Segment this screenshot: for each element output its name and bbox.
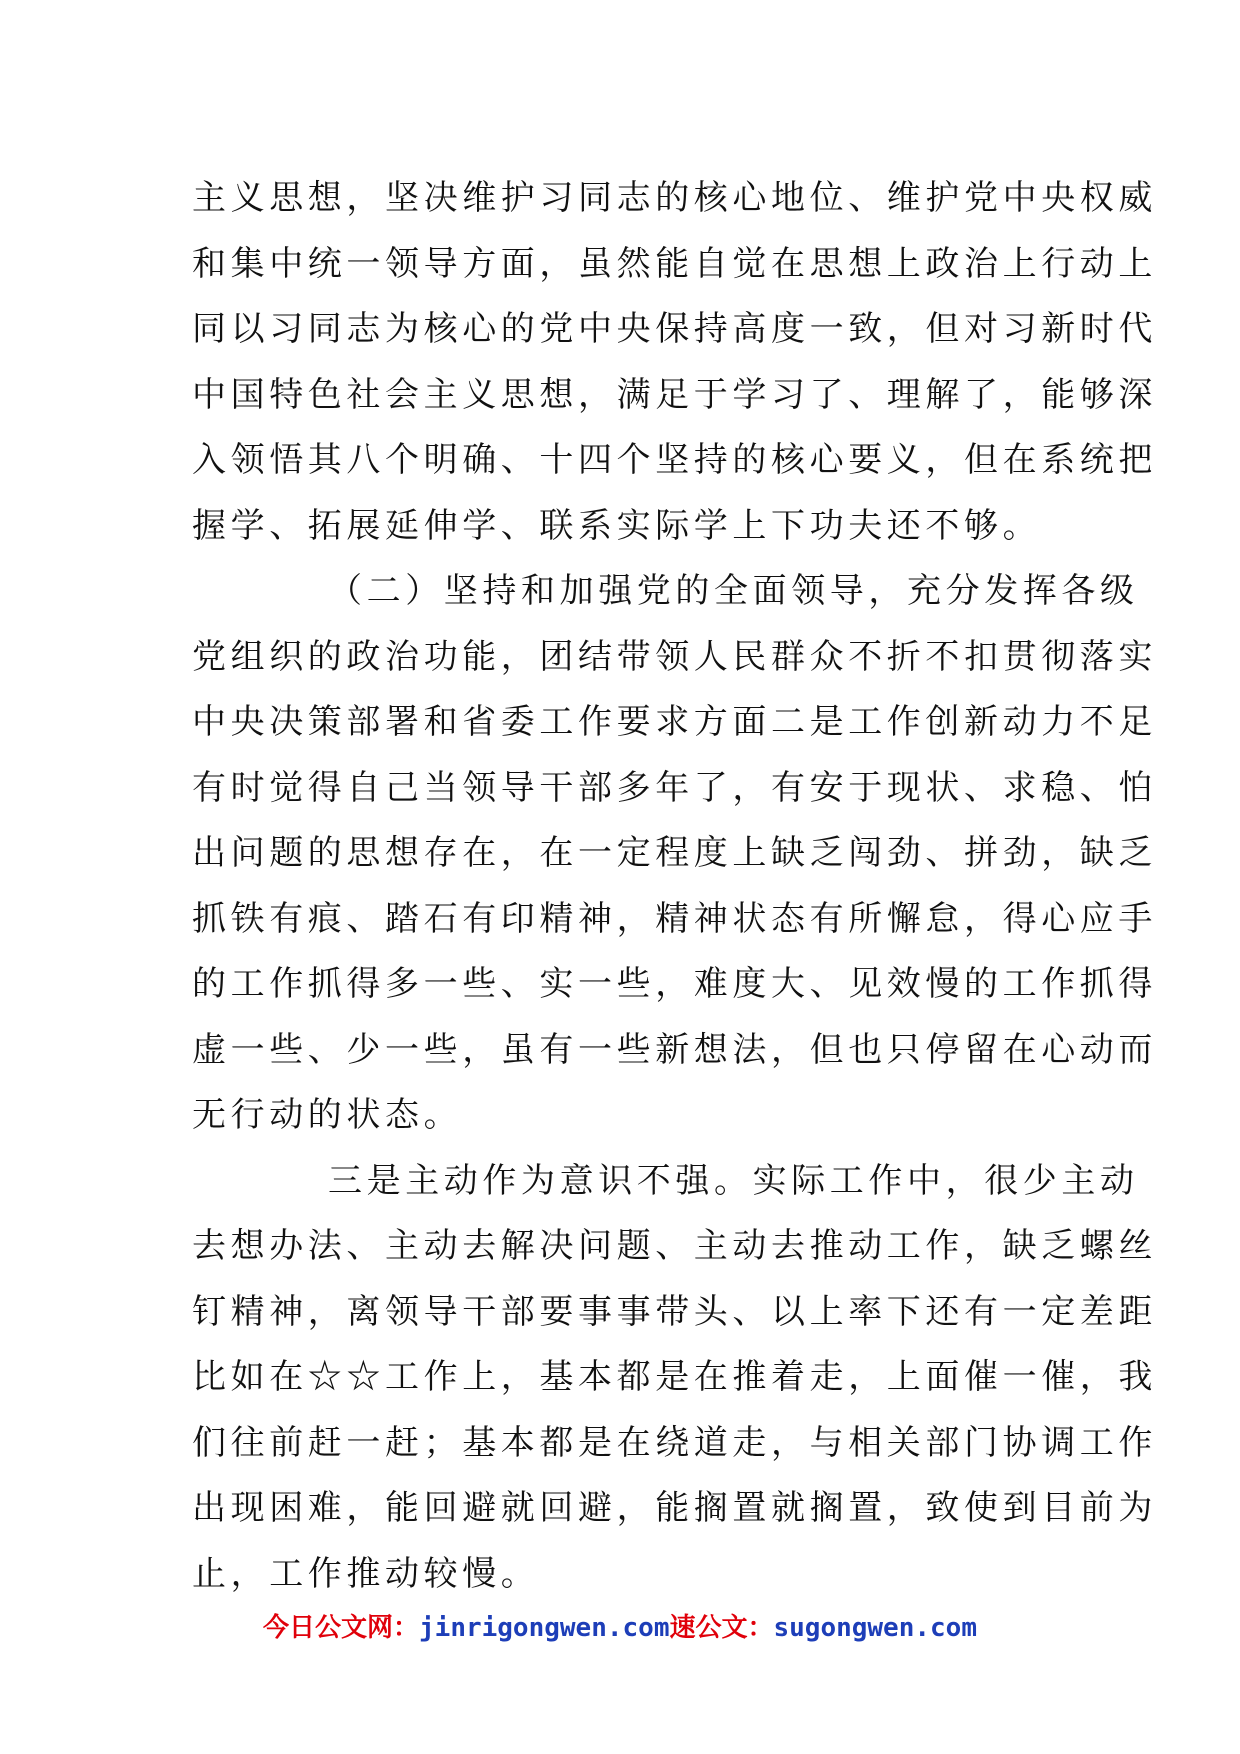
text-line-9: 中央决策部署和省委工作要求方面二是工作创新动力不足 [192, 702, 1157, 742]
text-line-21: 出现困难，能回避就回避，能搁置就搁置，致使到目前为 [192, 1488, 1157, 1528]
paragraph-3-start: 三是主动作为意识不强。实际工作中，很少主动 [328, 1160, 1139, 1201]
text-line-1: 主义思想，坚决维护习同志的核心地位、维护党中央权威 [192, 178, 1157, 218]
section-heading-2: （二）坚持和加强党的全面领导，充分发挥各级 [328, 571, 1139, 611]
footer-site2-link[interactable]: sugongwen.com [773, 1613, 977, 1643]
footer-site2-label: 速公文： [669, 1613, 774, 1643]
text-line-10: 有时觉得自己当领导干部多年了，有安于现状、求稳、怕 [192, 767, 1157, 808]
text-line-12: 抓铁有痕、踏石有印精神，精神状态有所懈怠，得心应手 [192, 898, 1157, 939]
text-line-15: 无行动的状态。 [192, 1095, 463, 1135]
text-line-19: 比如在☆☆工作上，基本都是在推着走，上面催一催，我 [192, 1357, 1157, 1397]
text-line-14: 虚一些、少一些，虽有一些新想法，但也只停留在心动而 [192, 1029, 1157, 1070]
text-line-5: 入领悟其八个明确、十四个坚持的核心要义，但在系统把 [192, 440, 1157, 480]
text-line-13: 的工作抓得多一些、实一些，难度大、见效慢的工作抓得 [192, 964, 1157, 1004]
footer-site1-link[interactable]: jinrigongwen.com [419, 1613, 670, 1643]
text-line-3: 同以习同志为核心的党中央保持高度一致，但对习新时代 [192, 309, 1157, 349]
text-line-4: 中国特色社会主义思想，满足于学习了、理解了，能够深 [192, 374, 1157, 415]
text-line-2: 和集中统一领导方面，虽然能自觉在思想上政治上行动上 [192, 243, 1157, 284]
footer-site1-label: 今日公文网： [263, 1613, 420, 1643]
text-line-8: 党组织的政治功能，团结带领人民群众不折不扣贯彻落实 [192, 636, 1157, 677]
text-line-20: 们往前赶一赶；基本都是在绕道走，与相关部门协调工作 [192, 1422, 1157, 1463]
text-line-22: 止，工作推动较慢。 [192, 1553, 540, 1594]
footer-watermark [0, 1608, 1240, 1648]
text-line-17: 去想办法、主动去解决问题、主动去推动工作，缺乏螺丝 [192, 1226, 1157, 1266]
text-line-11: 出问题的思想存在，在一定程度上缺乏闯劲、拼劲，缺乏 [192, 833, 1157, 873]
body-text [192, 166, 1157, 1607]
text-line-18: 钉精神，离领导干部要事事带头、以上率下还有一定差距 [192, 1291, 1157, 1332]
text-line-6: 握学、拓展延伸学、联系实际学上下功夫还不够。 [192, 505, 1042, 546]
